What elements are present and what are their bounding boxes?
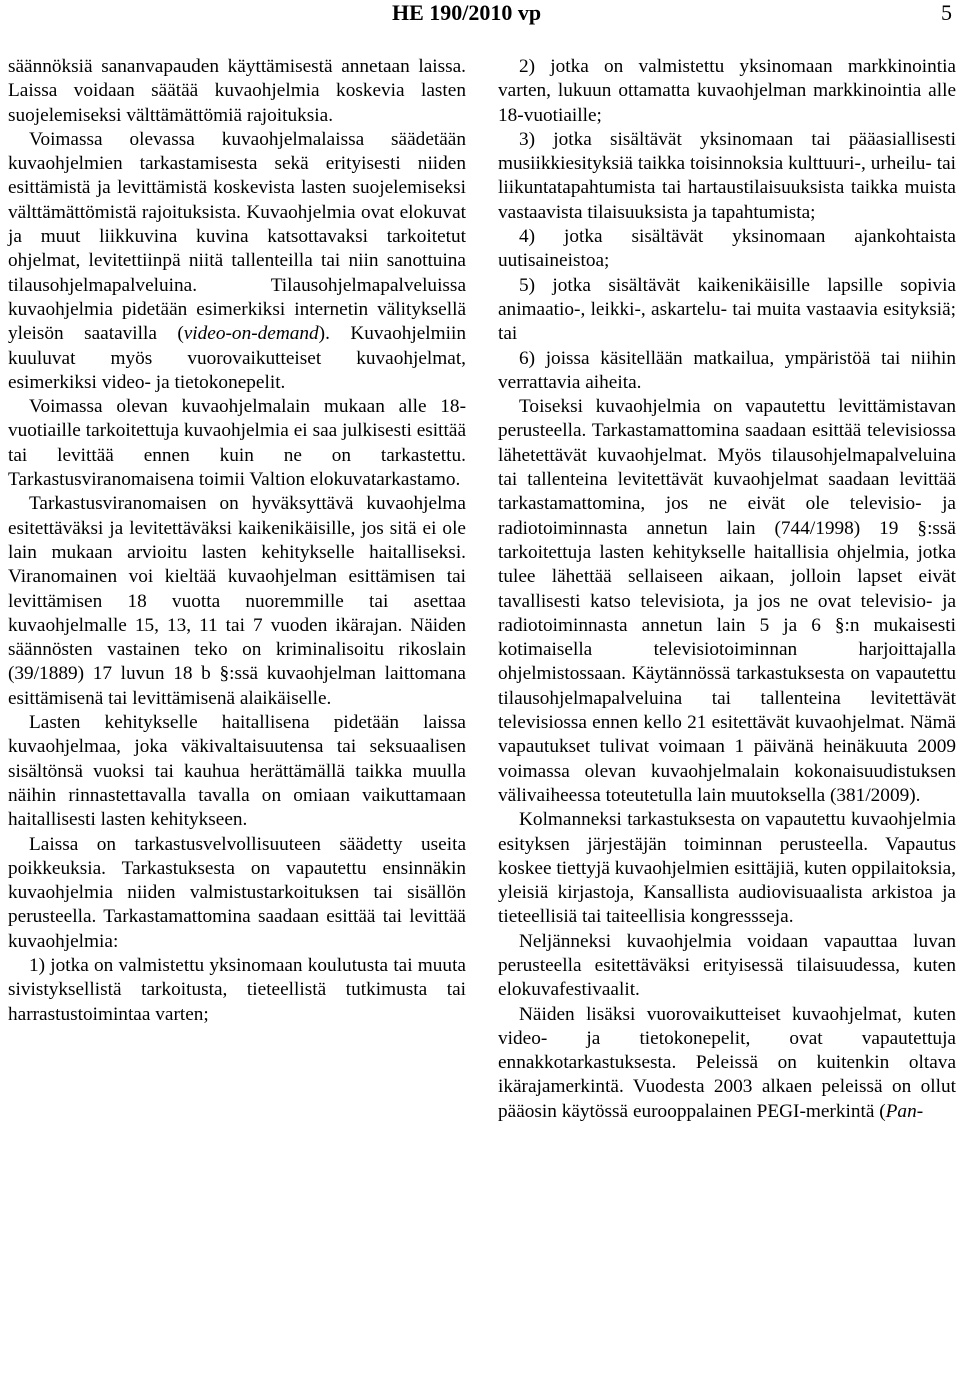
paragraph: Voimassa olevan kuvaohjelmalain mukaan alle 18-vuotiaille tarkoitettuja kuvaohjelmia ei saa julkisesti esittää tai levittää ennen kuin ne on tarkastettu. Tarkastusviranomaisena toimii Valtion elokuvatarkastamo. xyxy=(8,396,466,491)
paragraph: Neljänneksi kuvaohjelmia voidaan vapauttaa luvan perusteella esitettäväksi erityisessä tilaisuudessa, kuten elokuvafestivaalit. xyxy=(498,930,956,1001)
paragraph: Toiseksi kuvaohjelmia on vapautettu levittämistavan perusteella. Tarkastamattomina saadaan esittää televisiossa lähetettävät kuvaohjelmat. Myös tilausohjelmapalveluina tai tallenteina levitettävät kuvaohjelmat saadaan levittää tarkastamattomina, jos ne eivät ole televisio- ja radiotoiminnasta annetun lain (744/1998) 19 §:ssä tarkoitettuja lasten kehitykselle haitallisia ohjelmia, jotka tulee lähettää sellaiseen aikaan, jolloin lapset eivät tavallisesti katso televisiota, ja jos ne ovat televisio- ja radiotoiminnasta annetun lain 5 ja 6 §:n mukaisesti kotimaisella televisiotoiminnan harjoittajalla ohjelmistossaan. Käytännössä tarkastuksesta on vapautettu tilausohjelmapalveluina tai tallenteina levitettävät televisiossa ennen kello 21 esitettävät kuvaohjelmat. Nämä vapautukset tulivat voimaan 1 päivänä heinäkuuta 2009 voimassa olevan kuvaohjelmalain kokonaisuudistuksen välivaiheessa toteutetulla lain muutoksella (381/2009). xyxy=(498,396,956,806)
page-number: 5 xyxy=(941,0,952,25)
list-item: 2) jotka on valmistettu yksinomaan markkinointia varten, lukuun ottamatta kuvaohjelman markkinointia alle 18-vuotiaille; xyxy=(498,56,956,126)
left-column xyxy=(8,55,466,1027)
paragraph: Laissa on tarkastusvelvollisuuteen säädetty useita poikkeuksia. Tarkastuksesta on vapautettu ensinnäkin kuvaohjelmia niiden valmistustarkoituksen tai sisällön perusteella. Tarkastamattomina saadaan esittää tai levittää kuvaohjelmia: xyxy=(8,833,466,952)
right-column xyxy=(498,55,956,1124)
paragraph: Näiden lisäksi vuorovaikutteiset kuvaohjelmat, kuten video- ja tietokonepelit, ovat vapautettuja ennakkotarkastuksesta. Peleissä on kuitenkin oltava ikärajamerkintä. Vuodesta 2003 alkaen peleissä on ollut pääosin käytössä eurooppalainen PEGI-merkintä (Pan- xyxy=(498,1003,956,1122)
paragraph: Voimassa olevassa kuvaohjelmalaissa säädetään kuvaohjelmien tarkastamisesta sekä erityisesti niiden esittämistä ja levittämistä koskevista lasten suojelemiseksi välttämättömistä rajoituksista. Kuvaohjelmia ovat elokuvat ja muut liikkuvina kuvina katsottavaksi tarkoitetut ohjelmat, levitettiinpä niitä tallenteilla tai niin sanottuina tilausohjelmapalveluina. Tilausohjelmapalveluissa kuvaohjelmia pidetään esimerkiksi internetin välityksellä yleisön saatavilla (video-on-demand). Kuvaohjelmiin kuuluvat myös vuorovaikutteiset kuvaohjelmat, esimerkiksi video- ja tietokonepelit. xyxy=(8,128,466,393)
document-reference: HE 190/2010 vp xyxy=(392,0,542,25)
paragraph: Kolmanneksi tarkastuksesta on vapautettu kuvaohjelmia esityksen järjestäjän toiminnan perusteella. Vapautus koskee tiettyjä kuvaohjelmien esittäjiä, kuten oppilaitoksia, yleisiä kirjastoja, Kansallista audiovisuaalista arkistoa ja tieteellisiä tai taiteellisia kongressseja. xyxy=(498,809,956,928)
paragraph: Lasten kehitykselle haitallisena pidetään laissa kuvaohjelmaa, joka väkivaltaisuutensa tai seksuaalisen sisältönsä vuoksi tai kauhua herättämällä taikka muulla näihin rinnastettavalla tavalla on omiaan vaikuttamaan haitallisesti lasten kehitykseen. xyxy=(8,712,466,831)
italic-term: video-on-demand xyxy=(183,323,319,345)
list-item: 1) jotka on valmistettu yksinomaan koulutusta tai muuta sivistyksellistä tarkoitusta, tieteellistä tutkimusta tai harrastustoimintaa varten; xyxy=(8,954,466,1025)
paragraph: säännöksiä sananvapauden käyttämisestä annetaan laissa. Laissa voidaan säätää kuvaohjelmia koskevia lasten suojelemiseksi välttämättömiä rajoituksia. xyxy=(8,56,466,126)
list-item: 4) jotka sisältävät yksinomaan ajankohtaista uutisaineistoa; xyxy=(498,226,956,272)
paragraph: Tarkastusviranomaisen on hyväksyttävä kuvaohjelma esitettäväksi ja levitettäväksi kaikenikäisille, jos sitä ei ole lain mukaan arvioitu lasten kehitykselle haitalliseksi. Viranomainen voi kieltää kuvaohjelman esittämisen tai levittämisen 18 vuotta nuoremmille tai asettaa kuvaohjelmalle 15, 13, 11 tai 7 vuoden ikärajan. Näiden säännösten vastainen teko on kriminalisoitu rikoslain (39/1889) 17 luvun 18 b §:ssä kuvaohjelman laittomana esittämisenä tai levittämisenä alaikäiselle. xyxy=(8,493,466,709)
list-item: 3) jotka sisältävät yksinomaan tai pääasiallisesti musiikkiesityksiä taikka toisinnoksia kulttuuri-, urheilu- tai liikuntatapahtumista tai hartaustilaisuuksista taikka muista vastaavista tilaisuuksista ja tapahtumista; xyxy=(498,128,956,223)
italic-term: Pan- xyxy=(885,1100,924,1122)
list-item: 5) jotka sisältävät kaikenikäisille lapsille sopivia animaatio-, leikki-, askartelu- tai muita vastaavia esityksiä; tai xyxy=(498,274,956,345)
page-header xyxy=(0,0,960,32)
list-item: 6) joissa käsitellään matkailua, ympäristöä tai niihin verrattavia aiheita. xyxy=(498,347,956,393)
